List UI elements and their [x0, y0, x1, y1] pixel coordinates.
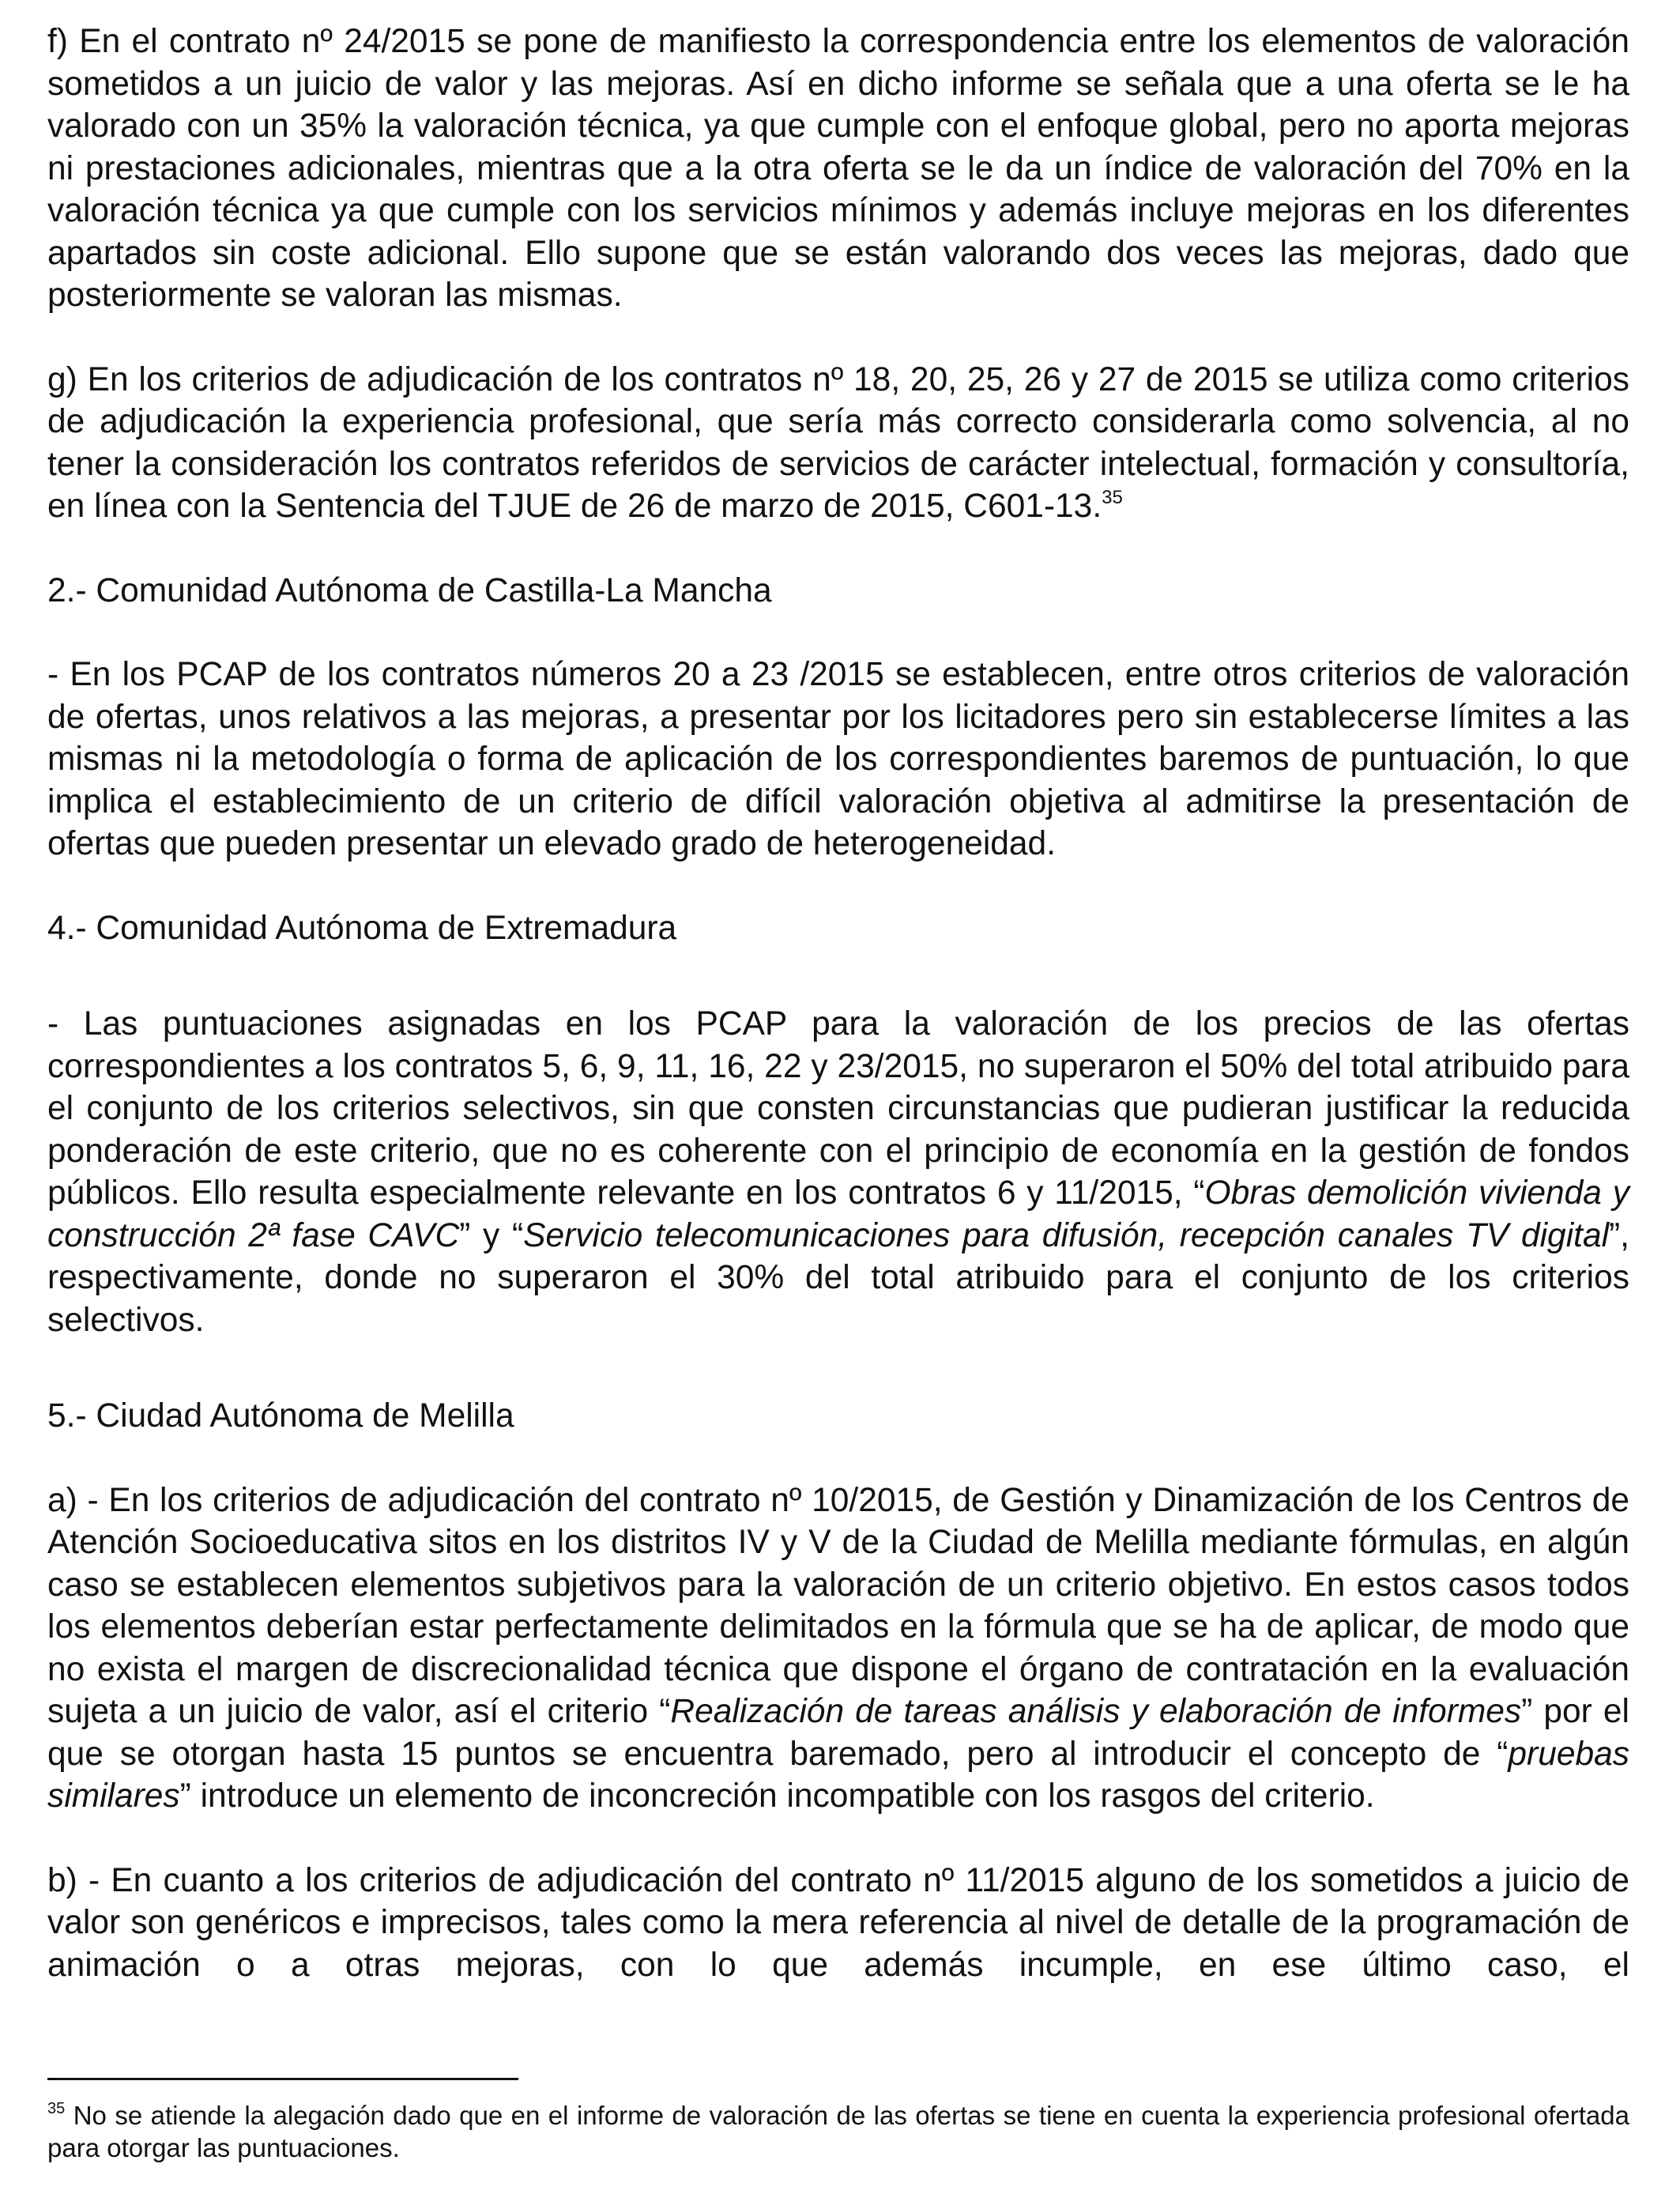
footnote	[47, 2099, 1629, 2164]
paragraph-f-text: f) En el contrato nº 24/2015 se pone de manifiesto la correspondencia entre los elementos de valoración sometidos a un juicio de valor y las mejoras. Así en dicho informe se señala que a una oferta se le ha valorado con un 35% la valoración técnica, ya que cumple con el enfoque global, pero no aporta mejoras ni prestaciones adicionales, mientras que a la otra oferta se le da un índice de valoración del 70% en la valoración técnica ya que cumple con los servicios mínimos y además incluye mejoras en los diferentes apartados sin coste adicional. Ello supone que se están valorando dos veces las mejoras, dado que posteriormente se valoran las mismas.	[47, 23, 1629, 314]
section-heading-melilla: 5.- Ciudad Autónoma de Melilla	[47, 1397, 514, 1434]
section-heading-castilla-la-mancha: 2.- Comunidad Autónoma de Castilla-La Mancha	[47, 571, 772, 609]
italic-criterion-name: Realización de tareas análisis y elaboración de informes	[670, 1693, 1522, 1730]
paragraph-extremadura	[47, 1003, 1629, 1341]
footnote-number: 35	[47, 2100, 66, 2117]
paragraph-castilla-la-mancha	[47, 654, 1629, 865]
paragraph-mel-a-text-1: a) - En los criterios de adjudicación del contrato nº 10/2015, de Gestión y Dinamización de los Centros de Atención Socioeducativa sitos en los distritos IV y V de la Ciudad de Melilla mediante fórmulas, en algún caso se establecen elementos subjetivos para la valoración de un criterio objetivo. En estos casos todos los elementos deberían estar perfectamente delimitados en la fórmula que se ha de aplicar, de modo que no exista el margen de discrecionalidad técnica que dispone el órgano de contratación en la evaluación sujeta a un juicio de valor, así el criterio “	[47, 1481, 1629, 1730]
paragraph-ext-text-1: - Las puntuaciones asignadas en los PCAP para la valoración de los precios de las ofertas correspondientes a los contratos 5, 6, 9, 11, 16, 22 y 23/2015, no superaron el 50% del total atribuido para el conjunto de los criterios selectivos, sin que consten circunstancias que pudieran justificar la reducida ponderación de este criterio, que no es coherente con el principio de economía en la gestión de fondos públicos. Ello resulta especialmente relevante en los contratos 6 y 11/2015, “	[47, 1005, 1629, 1212]
italic-contract-title-2: Servicio telecomunicaciones para difusión, recepción canales TV digital	[523, 1216, 1610, 1254]
section-heading-extremadura: 4.- Comunidad Autónoma de Extremadura	[47, 909, 677, 947]
paragraph-f	[47, 21, 1629, 317]
paragraph-ext-text-3: ”, respectivamente, donde no superaron el 30% del total atribuido para el conjunto de los criterios selectivos.	[47, 1216, 1629, 1339]
paragraph-mel-b-text: b) - En cuanto a los criterios de adjudicación del contrato nº 11/2015 alguno de los sometidos a juicio de valor son genéricos e imprecisos, tales como la mera referencia al nivel de detalle de la programación de animación o a otras mejoras, con lo que además incumple, en ese último caso, el	[47, 1861, 1629, 1984]
paragraph-melilla-a	[47, 1480, 1629, 1818]
footnote-reference: 35	[1102, 487, 1123, 508]
paragraph-melilla-b	[47, 1860, 1629, 1987]
italic-similar-tests: pruebas similares	[47, 1735, 1629, 1815]
paragraph-clm-text: - En los PCAP de los contratos números 20 a 23 /2015 se establecen, entre otros criterios de valoración de ofertas, unos relativos a las mejoras, a presentar por los licitadores pero sin establecerse límites a las mismas ni la metodología o forma de aplicación de los correspondientes baremos de puntuación, lo que implica el establecimiento de un criterio de difícil valoración objetiva al admitirse la presentación de ofertas que pueden presentar un elevado grado de heterogeneidad.	[47, 656, 1629, 862]
paragraph-g	[47, 359, 1629, 528]
footnote-separator	[47, 2078, 518, 2080]
footnote-text: No se atiende la alegación dado que en el informe de valoración de las ofertas se tiene en cuenta la experiencia profesional ofertada para otorgar las puntuaciones.	[47, 2101, 1629, 2162]
paragraph-mel-a-text-3: ” introduce un elemento de inconcreción incompatible con los rasgos del criterio.	[179, 1777, 1375, 1815]
paragraph-g-text: g) En los criterios de adjudicación de los contratos nº 18, 20, 25, 26 y 27 de 2015 se utiliza como criterios de adjudicación la experiencia profesional, que sería más correcto considerarla como solvencia, al no tener la consideración los contratos referidos de servicios de carácter intelectual, formación y consultoría, en línea con la Sentencia del TJUE de 26 de marzo de 2015, C601-13.	[47, 360, 1629, 525]
paragraph-ext-text-2: ” y “	[459, 1216, 524, 1254]
italic-contract-title-1: Obras demolición vivienda y construcción 2ª fase CAVC	[47, 1174, 1629, 1254]
document-body	[47, 21, 1629, 1986]
paragraph-mel-a-text-2: ” por el que se otorgan hasta 15 puntos se encuentra baremado, pero al introducir el concepto de “	[47, 1693, 1629, 1773]
